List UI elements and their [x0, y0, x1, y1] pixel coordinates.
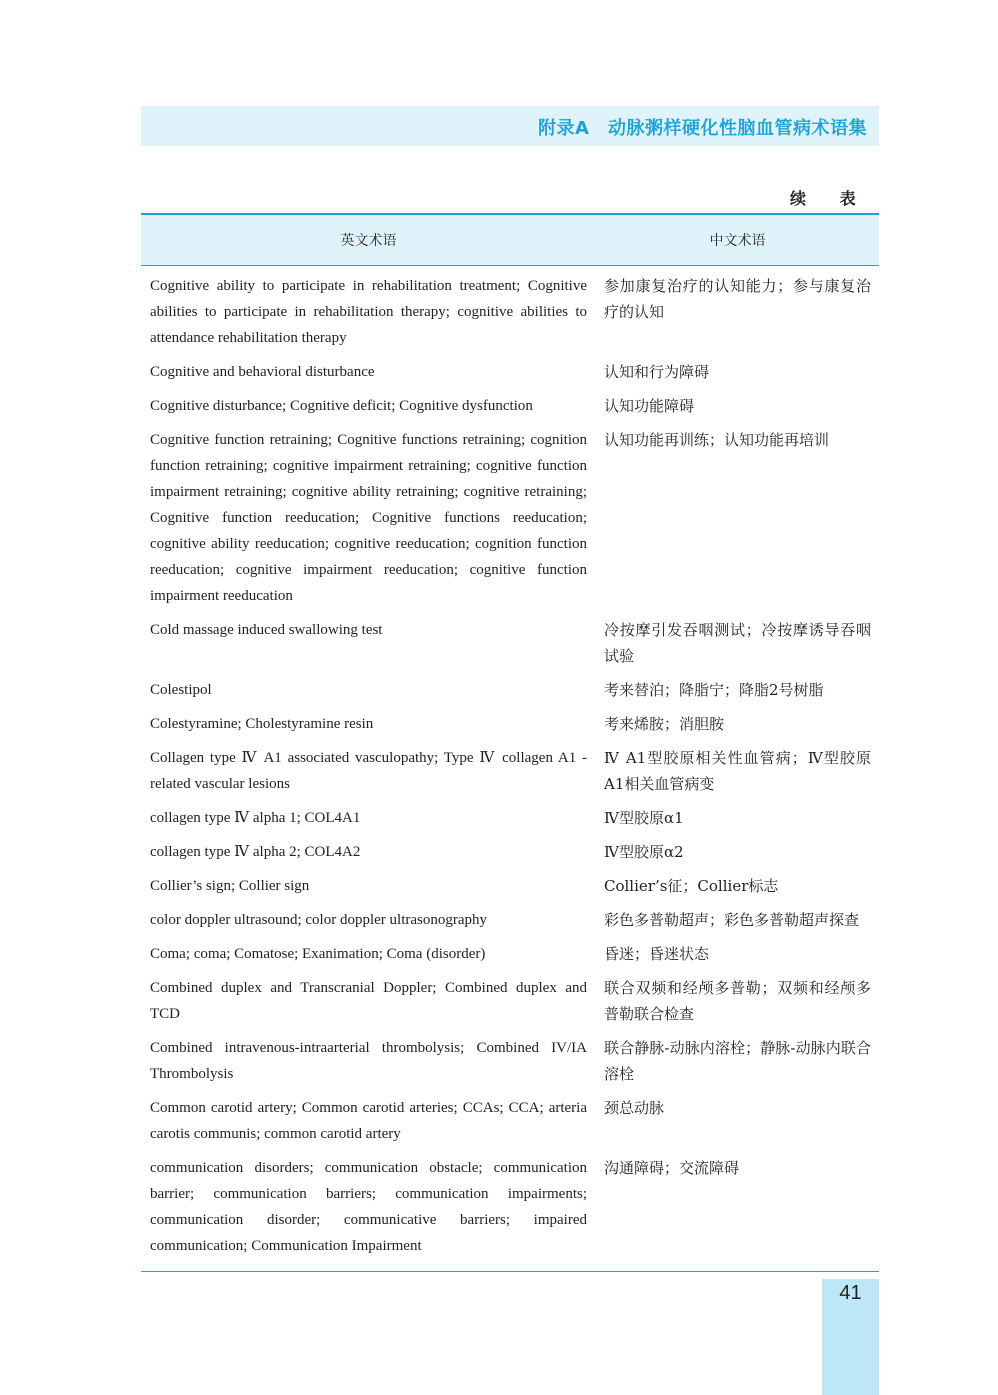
table-row [141, 677, 879, 703]
chinese-term: 联合双频和经颅多普勒；双频和经颅多普勒联合检查 [604, 979, 871, 1023]
column-header-english: 英文术语 [340, 233, 397, 249]
english-term: Combined intravenous-intraarterial thrombolysis; Combined IV/IA Thrombolysis [150, 1040, 587, 1082]
chinese-term: 彩色多普勒超声；彩色多普勒超声探查 [604, 911, 860, 929]
table-row [141, 359, 879, 385]
english-term: collagen type Ⅳ alpha 2; COL4A2 [150, 844, 361, 860]
english-term: Collagen type Ⅳ A1 associated vasculopathy; Type Ⅳ collagen A1 - related vascular lesions [150, 750, 587, 792]
chinese-term: Collier’s征；Collier标志 [604, 877, 779, 895]
english-term: Cognitive ability to participate in rehabilitation treatment; Cognitive abilities to participate in rehabilitation therapy; cognitive abilities to attendance rehabilitation therapy [150, 278, 587, 346]
chinese-term: 考来替泊；降脂宁；降脂2号树脂 [604, 681, 824, 699]
table-row [141, 745, 879, 797]
chinese-term: Ⅳ型胶原α1 [604, 809, 684, 827]
table-row [141, 975, 879, 1027]
table-continued-label: 续 表 [790, 189, 870, 208]
english-term: Coma; coma; Comatose; Exanimation; Coma (disorder) [150, 946, 486, 962]
english-term: Cold massage induced swallowing test [150, 622, 383, 638]
chinese-term: 沟通障碍；交流障碍 [604, 1159, 740, 1177]
table-row [141, 427, 879, 609]
english-term: Cognitive function retraining; Cognitive functions retraining; cognition function retraining; cognitive impairment retraining; cognitive function impairment retraining; cognitive ability retraining; cognitive retraining; Cognitive function reeducation; Cognitive functions reeducation; cognitive ability reeducation; cognitive reeducation; cognition function reeducation; cognitive impairment reeducation; cognitive function impairment reeducation [150, 432, 587, 604]
table-row [141, 711, 879, 737]
english-term: Colestipol [150, 682, 212, 698]
table-row [141, 805, 879, 831]
table-row [141, 1095, 879, 1147]
table-row [141, 1155, 879, 1259]
english-term: Cognitive disturbance; Cognitive deficit; Cognitive dysfunction [150, 398, 533, 414]
table-row [141, 839, 879, 865]
table-row [141, 617, 879, 669]
terminology-table [141, 213, 879, 1272]
page-number-tab [822, 1279, 879, 1395]
table-row [141, 907, 879, 933]
chinese-term: 考来烯胺；消胆胺 [604, 715, 725, 733]
page-number: 41 [839, 1282, 862, 1304]
chinese-term: 冷按摩引发吞咽测试；冷按摩诱导吞咽试验 [604, 621, 871, 665]
chinese-term: 认知和行为障碍 [604, 363, 710, 381]
english-term: Cognitive and behavioral disturbance [150, 364, 375, 380]
table-row [141, 873, 879, 899]
english-term: collagen type Ⅳ alpha 1; COL4A1 [150, 810, 361, 826]
table-row [141, 273, 879, 351]
chinese-term: Ⅳ A1型胶原相关性血管病；Ⅳ型胶原A1相关血管病变 [604, 749, 871, 793]
english-term: Common carotid artery; Common carotid arteries; CCAs; CCA; arteria carotis communis; common carotid artery [150, 1100, 587, 1142]
english-term: color doppler ultrasound; color doppler ultrasonography [150, 912, 488, 928]
table-header [141, 215, 879, 266]
chinese-term: 昏迷；昏迷状态 [604, 945, 710, 963]
english-term: Combined duplex and Transcranial Doppler; Combined duplex and TCD [150, 980, 587, 1022]
table-row [141, 941, 879, 967]
chinese-term: 联合静脉-动脉内溶栓；静脉-动脉内联合溶栓 [604, 1039, 871, 1083]
table-row [141, 1035, 879, 1087]
english-term: Collier’s sign; Collier sign [150, 878, 310, 894]
column-header-chinese: 中文术语 [709, 233, 766, 249]
running-header-title: 附录A 动脉粥样硬化性脑血管病术语集 [538, 118, 867, 139]
english-term: Colestyramine; Cholestyramine resin [150, 716, 374, 732]
running-header [141, 106, 879, 146]
chinese-term: 认知功能再训练；认知功能再培训 [604, 431, 830, 449]
chinese-term: 认知功能障碍 [604, 397, 695, 415]
chinese-term: 颈总动脉 [604, 1099, 665, 1117]
chinese-term: 参加康复治疗的认知能力；参与康复治疗的认知 [604, 277, 871, 321]
table-body [141, 266, 879, 1271]
table-row [141, 393, 879, 419]
english-term: communication disorders; communication obstacle; communication barrier; communication barriers; communication impairments; communication disorder; communicative barriers; impaired communication; Communication Impairment [150, 1160, 587, 1254]
chinese-term: Ⅳ型胶原α2 [604, 843, 684, 861]
